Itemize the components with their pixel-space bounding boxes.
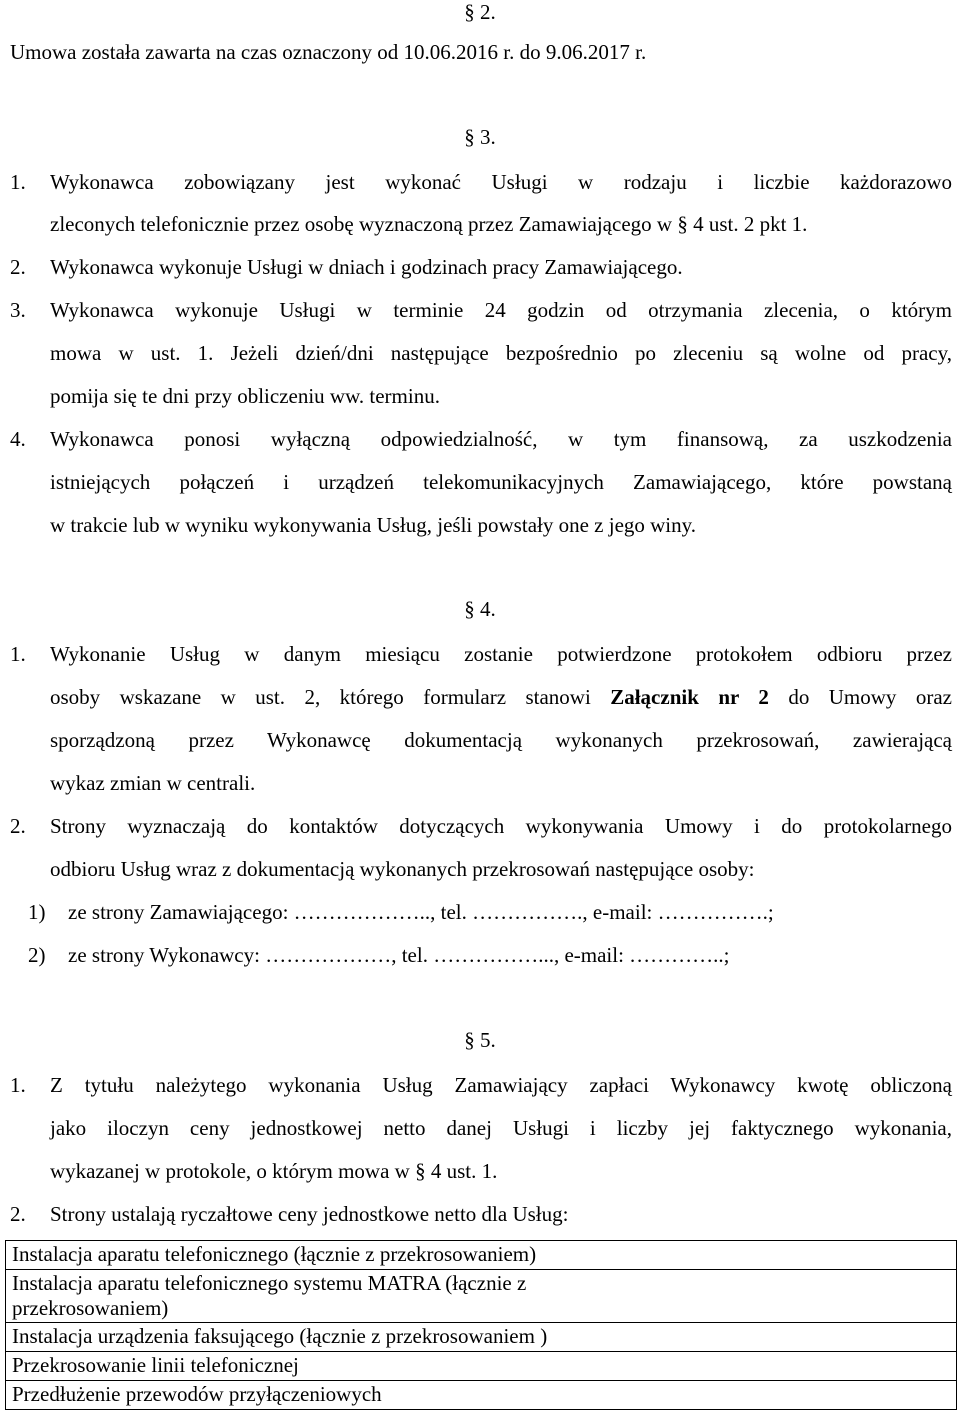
list-item-line: jako iloczyn ceny jednostkowej netto danej Usługi i liczby jej faktycznego wykonania, — [50, 1116, 952, 1140]
list-item-line: sporządzoną przez Wykonawcę dokumentacją wykonanych przekrosowań, zawierającą — [50, 728, 952, 752]
attachment-reference: Załącznik nr 2 — [610, 685, 769, 709]
list-item-line: Wykonawca zobowiązany jest wykonać Usługi w rodzaju i liczbie każdorazowo — [50, 170, 952, 194]
price-table — [5, 1240, 957, 1410]
list-number: 1. — [10, 1073, 26, 1097]
list-number: 4. — [10, 427, 26, 451]
list-item-line: Wykonawca ponosi wyłączną odpowiedzialność, w tym finansową, za uszkodzenia — [50, 427, 952, 451]
list-item-line: Strony wyznaczają do kontaktów dotyczących wykonywania Umowy i do protokolarnego — [50, 814, 952, 838]
list-number: 2. — [10, 814, 26, 838]
table-row — [6, 1380, 957, 1409]
list-number: 3. — [10, 298, 26, 322]
list-item-line: w trakcie lub w wyniku wykonywania Usług, jeśli powstały one z jego winy. — [50, 513, 697, 537]
list-item-line: wykazanej w protokole, o którym mowa w § 4 ust. 1. — [50, 1159, 498, 1183]
section-heading-3: § 3. — [464, 125, 496, 149]
table-row — [6, 1241, 957, 1270]
table-row — [6, 1269, 957, 1323]
list-number: 1) — [28, 900, 46, 924]
list-item-line: istniejących połączeń i urządzeń telekomunikacyjnych Zamawiającego, które powstaną — [50, 470, 952, 494]
section-heading-5: § 5. — [464, 1028, 496, 1052]
list-item-line: Wykonawca wykonuje Usługi w terminie 24 godzin od otrzymania zlecenia, o którym — [50, 298, 952, 322]
table-cell: Przedłużenie przewodów przyłączeniowych — [6, 1380, 957, 1409]
section-heading-4: § 4. — [464, 597, 496, 621]
list-item-line: Strony ustalają ryczałtowe ceny jednostkowe netto dla Usług: — [50, 1202, 569, 1226]
list-number: 2) — [28, 943, 46, 967]
list-item-line: Wykonanie Usług w danym miesiącu zostanie potwierdzone protokołem odbioru przez — [50, 642, 952, 666]
list-number: 2. — [10, 1202, 26, 1226]
paragraph-2-text: Umowa została zawarta na czas oznaczony od 10.06.2016 r. do 9.06.2017 r. — [10, 40, 647, 64]
table-row — [6, 1323, 957, 1352]
list-item-line: Z tytułu należytego wykonania Usług Zamawiający zapłaci Wykonawcy kwotę obliczoną — [50, 1073, 952, 1097]
section-heading-2: § 2. — [464, 0, 496, 24]
list-number: 2. — [10, 255, 26, 279]
list-number: 1. — [10, 170, 26, 194]
table-cell: Przekrosowanie linii telefonicznej — [6, 1352, 957, 1381]
list-item-line: Wykonawca wykonuje Usługi w dniach i godzinach pracy Zamawiającego. — [50, 255, 683, 279]
list-item-line: osoby wskazane w ust. 2, którego formularz stanowi Załącznik nr 2 do Umowy oraz — [50, 685, 952, 709]
list-item-line: mowa w ust. 1. Jeżeli dzień/dni następujące bezpośrednio po zleceniu są wolne od pracy, — [50, 341, 952, 365]
list-item-line: odbioru Usług wraz z dokumentacją wykonanych przekrosowań następujące osoby: — [50, 857, 755, 881]
table-cell: Instalacja aparatu telefonicznego (łącznie z przekrosowaniem) — [6, 1241, 957, 1270]
table-cell: Instalacja urządzenia faksującego (łącznie z przekrosowaniem ) — [6, 1323, 957, 1352]
contact-line: ze strony Zamawiającego: ……………….., tel. ……………., e-mail: …………….; — [68, 900, 774, 924]
list-item-line: pomija się te dni przy obliczeniu ww. terminu. — [50, 384, 440, 408]
table-cell: Instalacja aparatu telefonicznego systemu MATRA (łącznie z przekrosowaniem) — [6, 1269, 957, 1323]
list-item-line: zleconych telefonicznie przez osobę wyznaczoną przez Zamawiającego w § 4 ust. 2 pkt 1. — [50, 212, 808, 236]
table-row — [6, 1352, 957, 1381]
list-item-line: wykaz zmian w centrali. — [50, 771, 256, 795]
contact-line: ze strony Wykonawcy: ………………, tel. ……………..., e-mail: …………..; — [68, 943, 730, 967]
list-number: 1. — [10, 642, 26, 666]
